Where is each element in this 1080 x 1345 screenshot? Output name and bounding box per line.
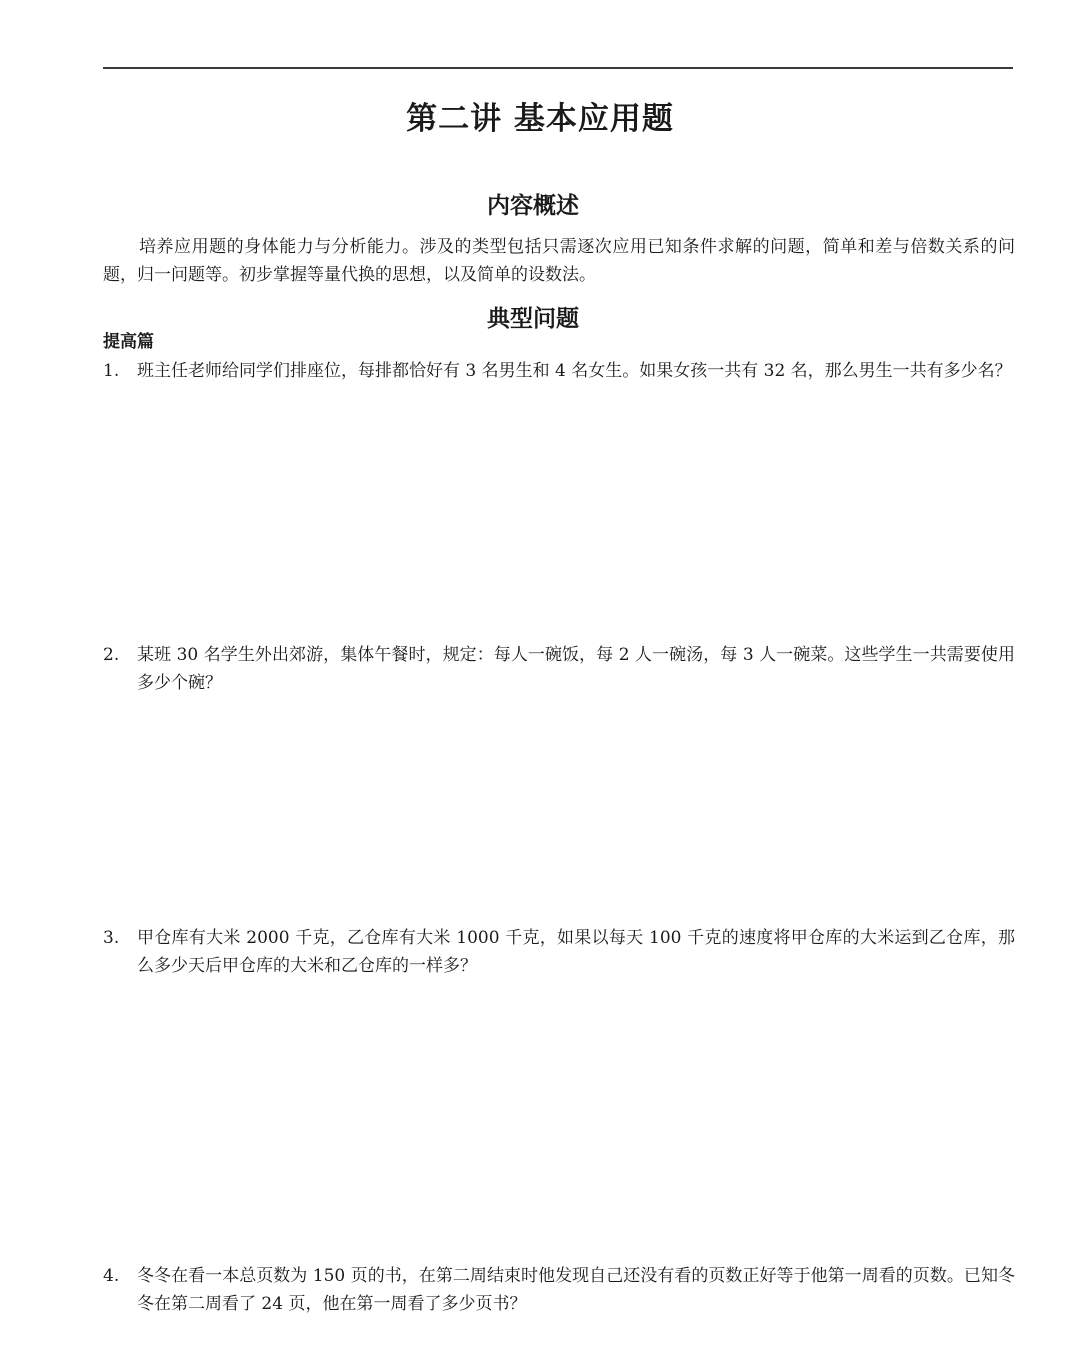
problem-text: 某班 30 名学生外出郊游，集体午餐时，规定：每人一碗饭，每 2 人一碗汤，每 3 人一碗菜。这些学生一共需要使用多少个碗？	[137, 645, 1015, 693]
problem-number: 2.	[103, 645, 120, 665]
problem-number: 3.	[103, 928, 120, 948]
problem-text: 班主任老师给同学们排座位，每排都恰好有 3 名男生和 4 名女生。如果女孩一共有 32 名，那么男生一共有多少名？	[137, 361, 1012, 381]
typical-problems-heading: 典型问题	[487, 306, 579, 333]
problem-number: 1.	[103, 361, 120, 381]
problem-item	[103, 1262, 1015, 1318]
lecture-title: 第二讲 基本应用题	[406, 100, 674, 137]
overview-heading: 内容概述	[487, 193, 579, 220]
problem-item	[103, 641, 1015, 697]
header-rule	[103, 67, 1013, 69]
problem-text: 冬冬在看一本总页数为 150 页的书，在第二周结束时他发现自己还没有看的页数正好等于他第一周看的页数。已知冬冬在第二周看了 24 页，他在第一周看了多少页书？	[137, 1266, 1015, 1314]
problem-number: 4.	[103, 1266, 120, 1286]
problem-text: 甲仓库有大米 2000 千克，乙仓库有大米 1000 千克，如果以每天 100 千克的速度将甲仓库的大米运到乙仓库，那么多少天后甲仓库的大米和乙仓库的一样多？	[137, 928, 1015, 976]
problem-item	[103, 924, 1015, 980]
problem-item	[103, 357, 1015, 385]
overview-paragraph: 培养应用题的身体能力与分析能力。涉及的类型包括只需逐次应用已知条件求解的问题，简单和差与倍数关系的问题，归一问题等。初步掌握等量代换的思想，以及简单的设数法。	[103, 237, 1015, 285]
subsection-label: 提高篇	[103, 332, 154, 352]
